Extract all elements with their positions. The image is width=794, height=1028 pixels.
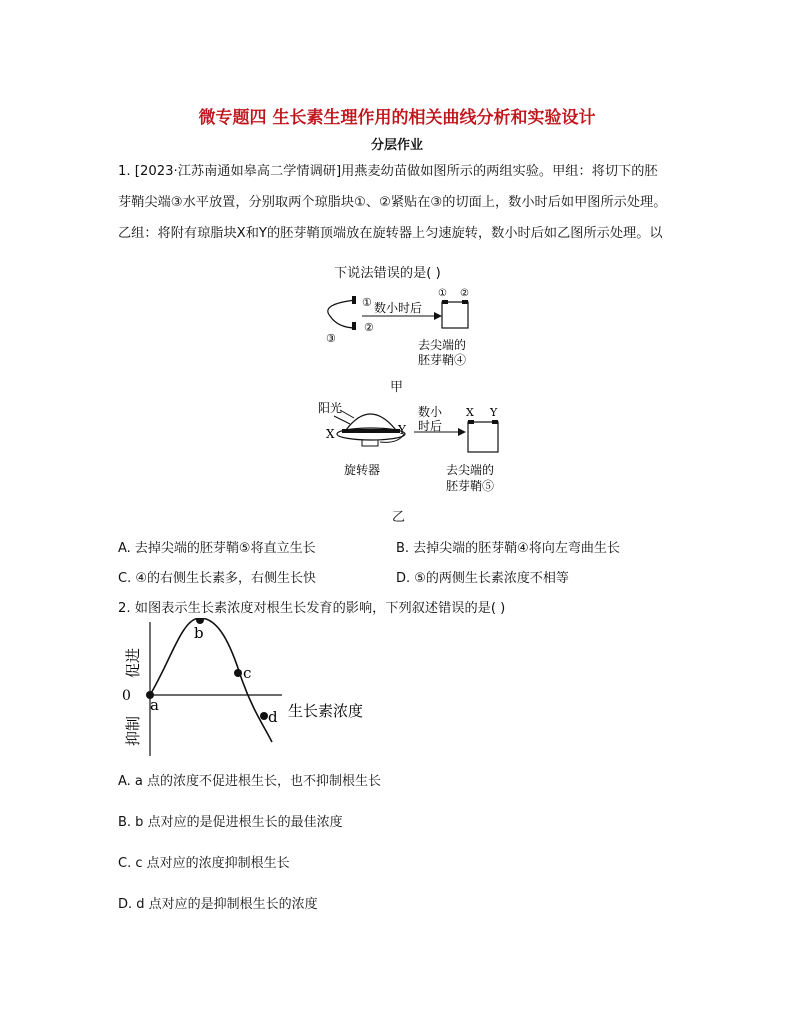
q1-option-d[interactable]: D. ⑤的两侧生长素浓度不相等 (396, 571, 569, 586)
agar-block-1 (352, 296, 356, 304)
after-block-1 (442, 300, 448, 304)
y-label: Y (398, 423, 406, 437)
auxin-chart (112, 618, 382, 760)
q2-option-d[interactable]: D. d 点对应的是抑制根生长的浓度 (118, 897, 318, 912)
label-c: c (243, 664, 252, 682)
x-label: X (326, 427, 335, 441)
mark-2: ② (364, 321, 374, 334)
after-block-x (468, 420, 474, 424)
q1-option-c[interactable]: C. ④的右侧生长素多，右侧生长快 (118, 571, 316, 586)
y-inhibit-label: 抑制 (124, 715, 142, 746)
after-mark-1: ① (438, 288, 447, 299)
caption-line2: 胚芽鞘④ (418, 353, 467, 367)
q2-option-a[interactable]: A. a 点的浓度不促进根生长，也不抑制根生长 (118, 774, 382, 789)
after-x: X (466, 406, 474, 419)
q1-text-line2: 芽鞘尖端③水平放置，分别取两个琼脂块①、②紧贴在③的切面上，数小时后如甲图所示处理。 (118, 195, 667, 210)
q2-option-b[interactable]: B. b 点对应的是促进根生长的最佳浓度 (118, 815, 343, 830)
arrow-text-yi-2: 时后 (418, 419, 443, 433)
q1-line1 (118, 160, 658, 179)
q1-number: 1. (118, 164, 131, 179)
mark-1: ① (362, 296, 372, 309)
figure-jia-label: 甲 (390, 380, 404, 395)
after-block-y (492, 420, 498, 424)
rotator-stem (362, 440, 378, 446)
decapitated-coleoptile (442, 302, 468, 328)
arrow-text: 数小时后 (374, 301, 423, 315)
page-subtitle: 分层作业 (370, 138, 423, 153)
caption-line1: 去尖端的 (418, 338, 467, 352)
arrow-head-yi (458, 428, 466, 436)
q1-text-line1: [2023·江苏南通如皋高二学情调研]用燕麦幼苗做如图所示的两组实验。甲组：将切下的胚 (134, 164, 658, 179)
q1-option-b[interactable]: B. 去掉尖端的胚芽鞘④将向左弯曲生长 (396, 541, 620, 556)
figure-yi (318, 396, 518, 496)
label-b: b (194, 624, 204, 642)
label-a: a (150, 696, 159, 714)
x-axis-label: 生长素浓度 (288, 702, 364, 720)
after-y: Y (490, 406, 498, 419)
sun-ray-1 (334, 416, 350, 424)
arrow-text-yi-1: 数小 (418, 405, 443, 419)
rotator-label: 旋转器 (344, 463, 381, 477)
sun-label: 阳光 (318, 401, 343, 415)
figure-jia (318, 284, 518, 384)
sun-ray-2 (340, 410, 354, 418)
zero-label: 0 (122, 688, 131, 704)
auxin-curve (150, 618, 272, 742)
q1-text-line4: 下说法错误的是( ) (334, 266, 441, 281)
caption-yi-line1: 去尖端的 (446, 463, 495, 477)
caption-yi-line2: 胚芽鞘⑤ (446, 479, 495, 493)
q1-text-line3: 乙组：将附有琼脂块X和Y的胚芽鞘顶端放在旋转器上匀速旋转，数小时后如乙图所示处理。以 (118, 226, 663, 241)
y-promote-label: 促进 (124, 647, 142, 678)
point-c (234, 669, 242, 677)
page-title: 微专题四 生长素生理作用的相关曲线分析和实验设计 (198, 108, 596, 128)
q2-option-c[interactable]: C. c 点对应的浓度抑制根生长 (118, 856, 290, 871)
mark-3: ③ (326, 332, 336, 345)
q2-stem: 2. 如图表示生长素浓度对根生长发育的影响，下列叙述错误的是( ) (118, 601, 506, 616)
coleoptile-tip-shape (328, 300, 356, 328)
point-d (260, 712, 268, 720)
decapitated-coleoptile-yi (468, 422, 498, 452)
figure-yi-label: 乙 (392, 510, 406, 525)
agar-block-2 (352, 322, 356, 330)
after-block-2 (462, 300, 468, 304)
q1-option-a[interactable]: A. 去掉尖端的胚芽鞘⑤将直立生长 (118, 541, 316, 556)
after-mark-2: ② (460, 288, 469, 299)
label-d: d (268, 708, 278, 726)
arrow-head (434, 312, 442, 320)
